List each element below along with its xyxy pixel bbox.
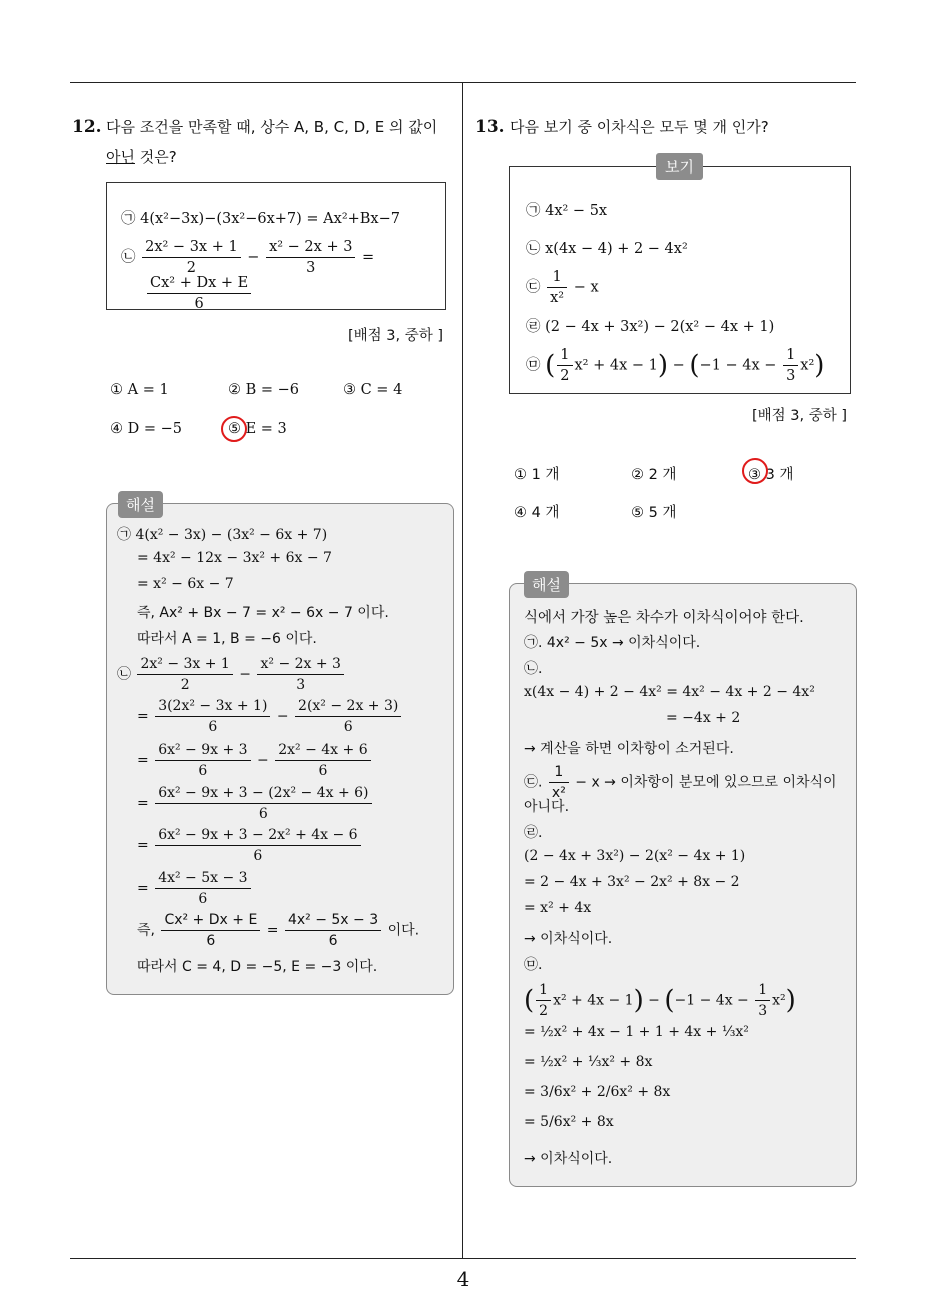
q12-choice-4[interactable]: ④ D = −5 bbox=[110, 421, 182, 437]
question-12-number: 12. bbox=[72, 117, 102, 137]
condition-2-fraction-1: $\frac{\text{2x² − 3x + 1}}{2}$ bbox=[142, 237, 241, 278]
solution-13-box bbox=[509, 583, 857, 1187]
q12-choice-3[interactable]: ③ C = 4 bbox=[343, 382, 403, 398]
sol13-line-17: = ½x² + ⅓x² + 8x bbox=[524, 1054, 653, 1070]
sol12-step-5: = $\frac{\text{4x² − 5x − 3}}{6}$ bbox=[137, 868, 253, 909]
question-12-line1: 다음 조건을 만족할 때, 상수 A, B, C, D, E 의 값이 bbox=[106, 118, 438, 136]
bottom-rule bbox=[70, 1258, 856, 1259]
solution-12-label: 해설 bbox=[118, 491, 163, 518]
solution-12-box bbox=[106, 503, 454, 995]
sol12-step-2: = $\frac{\text{6x² − 9x + 3}}{6}$ − $\frac{\text{2x² − 4x + 6}}{6}$ bbox=[137, 740, 373, 781]
sol12-line-3: = x² − 6x − 7 bbox=[137, 576, 234, 592]
condition-1: ㉠ 4(x²−3x)−(3x²−6x+7) = Ax²+Bx−7 bbox=[121, 211, 400, 227]
question-13-score: [배점 3, 중하 ] bbox=[752, 408, 848, 424]
bogi-item-3: ㉢ $\frac{1}{\text{x²}}$ − x bbox=[526, 269, 599, 306]
q12-choice-5[interactable]: ⑤ E = 3 bbox=[228, 421, 287, 437]
page-number: 4 bbox=[456, 1267, 470, 1291]
question-12-line2: 것은? bbox=[134, 148, 177, 166]
sol13-line-8: 아니다. bbox=[524, 799, 570, 815]
condition-2-fraction-2: $\frac{\text{x² − 2x + 3}}{3}$ bbox=[266, 237, 355, 278]
q13-answer-circle bbox=[742, 458, 768, 484]
q12-answer-circle bbox=[221, 416, 247, 442]
sol12-final: 따라서 C = 4, D = −5, E = −3 이다. bbox=[137, 959, 378, 975]
sol13-line-9: ㉣. bbox=[524, 825, 543, 841]
sol12-step-0: ㉡ $\frac{\text{2x² − 3x + 1}}{2}$ − $\frac{\text{x² − 2x + 3}}{3}$ bbox=[117, 654, 346, 695]
q13-choice-2[interactable]: ② 2 개 bbox=[631, 467, 677, 483]
sol13-line-4: x(4x − 4) + 2 − 4x² = 4x² − 4x + 2 − 4x² bbox=[524, 684, 815, 700]
solution-13-label: 해설 bbox=[524, 571, 569, 598]
top-rule bbox=[70, 82, 856, 83]
sol13-line-16: = ½x² + 4x − 1 + 1 + 4x + ⅓x² bbox=[524, 1024, 749, 1040]
q13-choice-1[interactable]: ① 1 개 bbox=[514, 467, 560, 483]
question-12-text bbox=[106, 112, 456, 172]
sol12-step-3: = $\frac{\text{6x² − 9x + 3 − (2x² − 4x + 6)}}{6}$ bbox=[137, 783, 374, 824]
sol12-line-2: = 4x² − 12x − 3x² + 6x − 7 bbox=[137, 550, 332, 566]
sol12-step-4: = $\frac{\text{6x² − 9x + 3 − 2x² + 4x − 6}}{6}$ bbox=[137, 825, 363, 866]
condition-2-rhs bbox=[145, 273, 253, 314]
question-12-underlined: 아닌 bbox=[106, 148, 135, 166]
bogi-item-4: ㉣ (2 − 4x + 3x²) − 2(x² − 4x + 1) bbox=[526, 319, 775, 335]
sol13-line-20: → 이차식이다. bbox=[524, 1151, 613, 1167]
sol12-step-1: = $\frac{\text{3(2x² − 3x + 1)}}{6}$ − $\frac{\text{2(x² − 2x + 3)}}{6}$ bbox=[137, 696, 403, 737]
question-13-text: 다음 보기 중 이차식은 모두 몇 개 인가? bbox=[510, 118, 769, 136]
sol12-conclusion: 즉, $\frac{\text{Cx² + Dx + E}}{6}$ = $\frac{\text{4x² − 5x − 3}}{6}$ 이다. bbox=[137, 912, 420, 949]
sol13-line-19: = 5/6x² + 8x bbox=[524, 1114, 614, 1130]
condition-2-fraction-3: $\frac{\text{Cx² + Dx + E}}{6}$ bbox=[147, 273, 251, 314]
sol13-line-3: ㉡. bbox=[524, 661, 543, 677]
sol13-line-5: = −4x + 2 bbox=[666, 710, 741, 726]
sol13-line-13: → 이차식이다. bbox=[524, 931, 613, 947]
sol13-line-2: ㉠. 4x² − 5x → 이차식이다. bbox=[524, 635, 701, 651]
sol13-line-1: 식에서 가장 높은 차수가 이차식이어야 한다. bbox=[524, 610, 804, 626]
bogi-item-1: ㉠ 4x² − 5x bbox=[526, 203, 608, 219]
question-12-score: [배점 3, 중하 ] bbox=[348, 328, 444, 344]
sol12-line-4: 즉, Ax² + Bx − 7 = x² − 6x − 7 이다. bbox=[137, 605, 389, 621]
q12-choice-2[interactable]: ② B = −6 bbox=[228, 382, 300, 398]
condition-2-marker: ㉡ bbox=[121, 249, 136, 266]
sol13-line-18: = 3/6x² + 2/6x² + 8x bbox=[524, 1084, 671, 1100]
bogi-item-2: ㉡ x(4x − 4) + 2 − 4x² bbox=[526, 241, 688, 257]
q13-choice-4[interactable]: ④ 4 개 bbox=[514, 505, 560, 521]
sol13-line-12: = x² + 4x bbox=[524, 900, 592, 916]
question-13-number: 13. bbox=[475, 117, 505, 137]
sol13-line-7: ㉢. $\frac{1}{\text{x²}}$ − x → 이차항이 분모에 있으므로 이차식이 bbox=[524, 764, 837, 801]
q13-choice-3[interactable]: ③ 3 개 bbox=[748, 467, 794, 483]
column-divider bbox=[462, 82, 463, 1258]
sol12-line-1: ㉠ 4(x² − 3x) − (3x² − 6x + 7) bbox=[117, 527, 328, 543]
bogi-label: 보기 bbox=[656, 153, 703, 180]
sol13-line-14: ㉤. bbox=[524, 957, 543, 973]
bogi-item-5: ㉤ ( $\frac{1}{2}$ x² + 4x − 1) − (−1 − 4x − $\frac{1}{3}$ x²) bbox=[526, 347, 825, 384]
condition-2: ㉡ $\frac{\text{2x² − 3x + 1}}{2}$ − $\frac{\text{x² − 2x + 3}}{3}$ = bbox=[121, 239, 375, 276]
question-12-condition-box bbox=[106, 182, 446, 310]
sol13-line-6: → 계산을 하면 이차항이 소거된다. bbox=[524, 741, 734, 757]
q12-choice-1[interactable]: ① A = 1 bbox=[110, 382, 169, 398]
sol13-line-11: = 2 − 4x + 3x² − 2x² + 8x − 2 bbox=[524, 874, 740, 890]
bogi-box bbox=[509, 166, 851, 394]
sol13-line-10: (2 − 4x + 3x²) − 2(x² − 4x + 1) bbox=[524, 848, 746, 864]
sol13-line-15: ( $\frac{1}{2}$ x² + 4x − 1) − (−1 − 4x − $\frac{1}{3}$ x²) bbox=[524, 982, 796, 1019]
sol12-line-5: 따라서 A = 1, B = −6 이다. bbox=[137, 631, 317, 647]
q13-choice-5[interactable]: ⑤ 5 개 bbox=[631, 505, 677, 521]
